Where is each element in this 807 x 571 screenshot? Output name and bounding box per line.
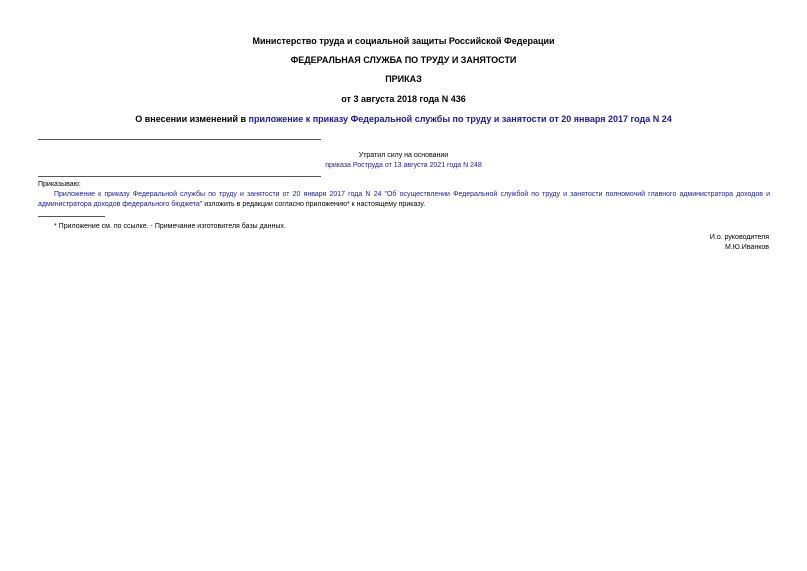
order-paragraph-link[interactable]: Приложение к приказу Федеральной службы по труду и занятости от 20 января 2017 года N 24 "Об осуществлении Федеральной службой по труду и занятости полномочий главного администратора доходов и администратора доходов федерального бюджета" <box>38 191 770 208</box>
footnote: * Приложение см. по ссылке. - Примечание изготовителя базы данных. <box>54 223 286 230</box>
signature-position: И.о. руководителя <box>709 234 769 241</box>
document-type: ПРИКАЗ <box>385 74 422 84</box>
order-intro: Приказываю: <box>38 181 81 188</box>
document-title <box>0 114 807 125</box>
order-paragraph-rest: изложить в редакции согласно приложению* к настоящему приказу. <box>202 201 426 208</box>
separator-line <box>38 139 321 140</box>
ministry-name: Министерство труда и социальной защиты Российской Федерации <box>252 36 555 46</box>
service-name: ФЕДЕРАЛЬНАЯ СЛУЖБА ПО ТРУДУ И ЗАНЯТОСТИ <box>290 55 517 65</box>
order-paragraph <box>38 190 770 210</box>
status-note-text: Утратил силу на основании <box>358 152 449 159</box>
status-note-link[interactable]: приказа Роструда от 13 августа 2021 года N 248 <box>325 162 482 169</box>
signature-name: М.Ю.Иванков <box>725 244 769 251</box>
footnote-separator <box>38 216 105 217</box>
document-title-link[interactable]: приложение к приказу Федеральной службы по труду и занятости от 20 января 2017 года N 24 <box>248 114 672 124</box>
document-title-prefix: О внесении изменений в <box>135 114 249 124</box>
document-date-number: от 3 августа 2018 года N 436 <box>341 94 466 104</box>
separator-line <box>38 176 321 177</box>
